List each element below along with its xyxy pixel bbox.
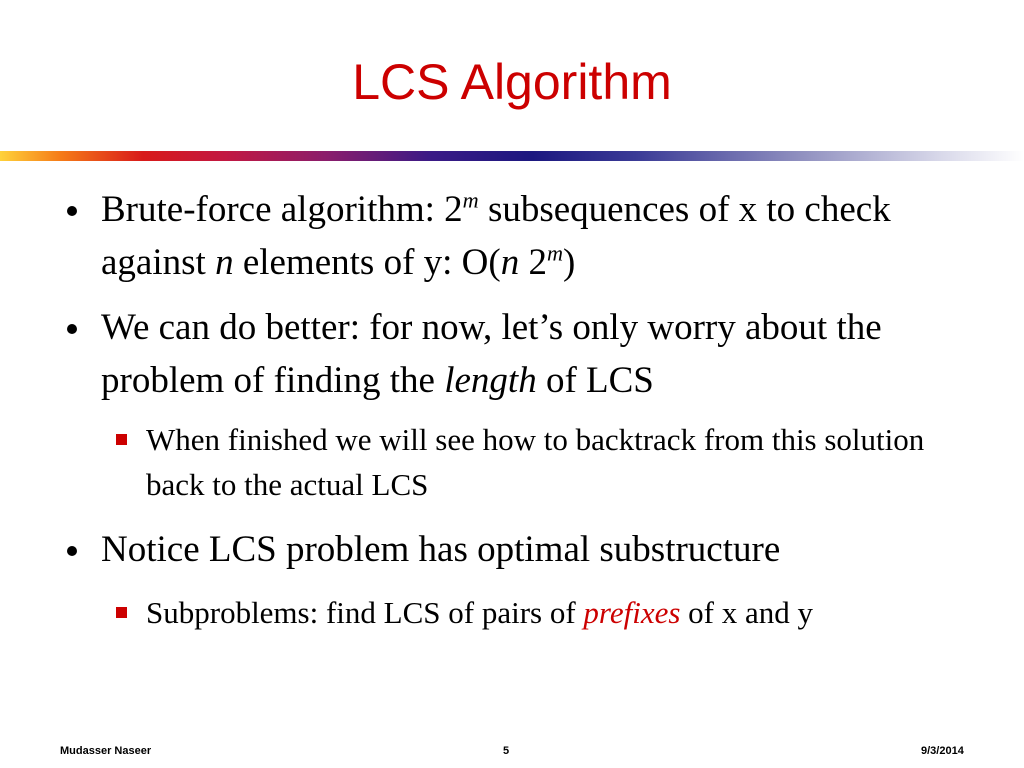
- italic-variable: n: [215, 242, 234, 283]
- bullet-text: of LCS: [536, 360, 654, 401]
- footer-author: Mudasser Naseer: [60, 745, 152, 757]
- superscript: m: [462, 187, 479, 213]
- bullet-text: of x and y: [680, 595, 813, 630]
- footer-page-number: 5: [503, 745, 510, 757]
- square-bullet-icon: [116, 607, 127, 618]
- bullet-do-better: [101, 301, 981, 407]
- highlight-prefixes: prefixes: [583, 595, 681, 630]
- bullet-text: 2: [519, 242, 547, 283]
- bullet-optimal-substructure: Notice LCS problem has optimal substructure: [101, 529, 781, 570]
- slide-title: LCS Algorithm: [352, 54, 672, 110]
- bullet-dot-icon: [67, 324, 77, 334]
- bullet-dot-icon: [67, 546, 77, 556]
- title-underline-gradient: [0, 151, 1024, 161]
- bullet-text: subsequences of x to check against: [101, 189, 891, 283]
- italic-variable: n: [500, 242, 520, 283]
- superscript: m: [546, 240, 563, 266]
- bullet-brute-force: [101, 183, 981, 289]
- bullet-text: elements of y: O(: [233, 242, 501, 283]
- footer-date: 9/3/2014: [921, 745, 964, 757]
- subbullet-subproblems: [146, 590, 986, 635]
- subbullet-backtrack: When finished we will see how to backtrack from this solution back to the actual LCS: [146, 422, 925, 502]
- bullet-text: We can do better: for now, let’s only worry about the problem of finding the: [101, 307, 882, 401]
- square-bullet-icon: [116, 434, 127, 445]
- bullet-dot-icon: [67, 206, 77, 216]
- italic-emphasis: length: [444, 360, 537, 401]
- bullet-text: Subproblems: find LCS of pairs of: [146, 595, 584, 630]
- bullet-text: Brute-force algorithm: 2: [101, 189, 463, 230]
- bullet-text: ): [563, 242, 576, 283]
